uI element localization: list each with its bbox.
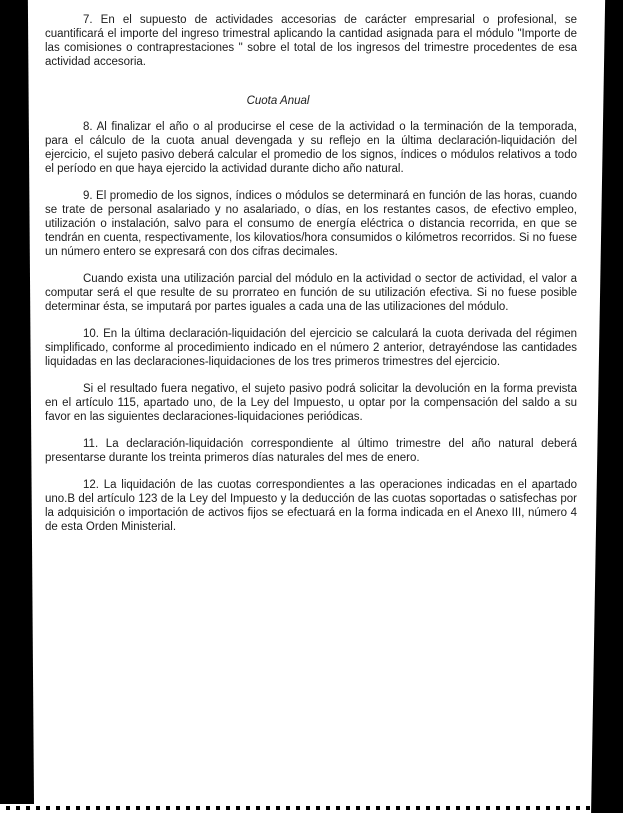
paragraph-9: 9. El promedio de los signos, índices o módulos se determinará en función de las horas, cuando se trate de personal asalariado y no asalariado, o días, en los restantes casos, de efectivo empleo, utilización o instalación, salvo para el consumo de energía eléctrica o distancia recorrida, en que se tendrán en cuenta, respectivamente, los kilovatios/hora consumidos o kilómetros recorridos. Si no fuese un número entero se expresará con dos cifras decimales.: [45, 190, 577, 258]
document-content: [45, 13, 577, 547]
paragraph-9-continuation: Cuando exista una utilización parcial del módulo en la actividad o sector de actividad, el valor a computar será el que resulte de su prorrateo en función de su utilización efectiva. Si no fuese posible determinar ésta, se imputará por partes iguales a cada una de las utilizaciones del módulo.: [45, 273, 577, 313]
paragraph-8: 8. Al finalizar el año o al producirse el cese de la actividad o la terminación de la temporada, para el cálculo de la cuota anual devengada y su reflejo en la última declaración-liquidación del ejercicio, el sujeto pasivo deberá calcular el promedio de los signos, índices o módulos relativos a todo el período en que haya ejercido la actividad durante dicho año natural.: [45, 121, 577, 175]
scan-artifact-right-bar: [585, 0, 623, 813]
scan-artifact-left-bar: [0, 0, 34, 804]
section-heading-cuota-anual: Cuota Anual: [246, 95, 310, 107]
paragraph-10: 10. En la última declaración-liquidación del ejercicio se calculará la cuota derivada del régimen simplificado, conforme al procedimiento indicado en el número 2 anterior, detrayéndose las cantidades liquidadas en las declaraciones-liquidaciones de los tres primeros trimestres del ejercicio.: [45, 328, 577, 368]
paragraph-7: 7. En el supuesto de actividades accesorias de carácter empresarial o profesional, se cuantificará el importe del ingreso trimestral aplicando la cantidad asignada para el módulo "Importe de las comisiones o contraprestaciones " sobre el total de los ingresos del trimestre procedentes de esa actividad accesoria.: [45, 14, 577, 68]
paragraph-10-continuation: Si el resultado fuera negativo, el sujeto pasivo podrá solicitar la devolución en la forma prevista en el artículo 115, apartado uno, de la Ley del Impuesto, u optar por la compensación del saldo a su favor en las siguientes declaraciones-liquidaciones periódicas.: [45, 383, 577, 423]
paragraph-11: 11. La declaración-liquidación correspondiente al último trimestre del año natural deberá presentarse durante los treinta primeros días naturales del mes de enero.: [45, 438, 577, 464]
scan-artifact-dotted-line: [6, 806, 591, 810]
paragraph-12: 12. La liquidación de las cuotas correspondientes a las operaciones indicadas en el apartado uno.B del artículo 123 de la Ley del Impuesto y la deducción de las cuotas soportadas o satisfechas por la adquisición o importación de activos fijos se efectuará en la forma indicada en el Anexo III, número 4 de esta Orden Ministerial.: [45, 479, 577, 533]
